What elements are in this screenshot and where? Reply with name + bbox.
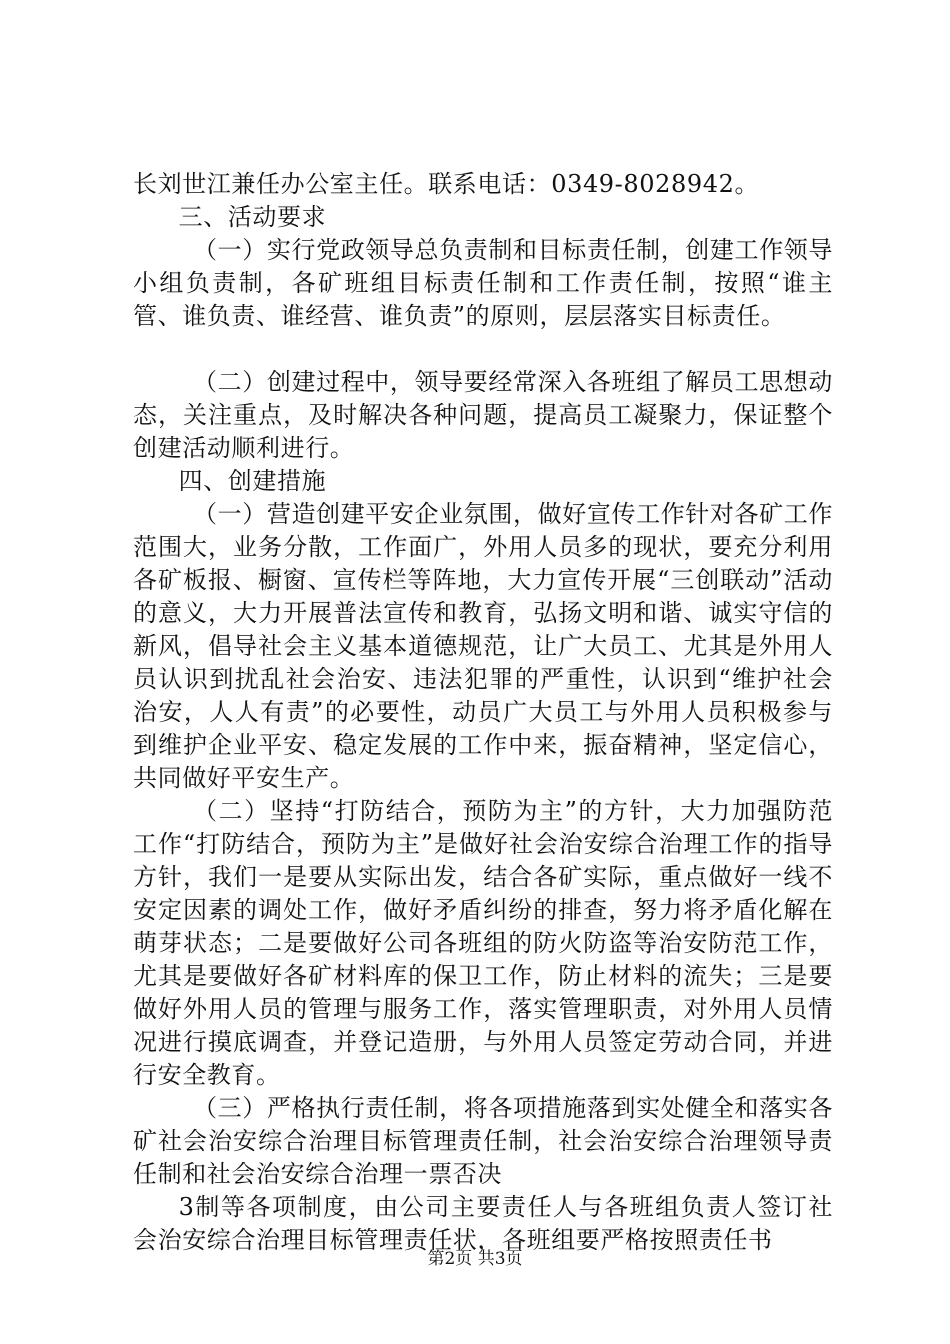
paragraph-requirement-1: （一）实行党政领导总负责制和目标责任制，创建工作领导小组负责制，各矿班组目标责任制和工作责任制，按照“谁主管、谁负责、谁经营、谁负责”的原则，层层落实目标责任。 xyxy=(133,236,833,330)
page-footer: 第2页 共3页 xyxy=(427,1249,523,1269)
paragraph-requirement-2: （二）创建过程中，领导要经常深入各班组了解员工思想动态，关注重点，及时解决各种问题，提高员工凝聚力，保证整个创建活动顺利进行。 xyxy=(133,368,833,462)
paragraph-measure-3-continued: 3制等各项制度，由公司主要责任人与各班组负责人签订社会治安综合治理目标管理责任状，各班组要严格按照责任书 xyxy=(133,1193,833,1254)
paragraph-measure-2: （二）坚持“打防结合，预防为主”的方针，大力加强防范工作“打防结合，预防为主”是做好社会治安综合治理工作的指导方针，我们一是要从实际出发，结合各矿实际，重点做好一线不安定因素的调处工作，做好矛盾纠纷的排查，努力将矛盾化解在萌芽状态；二是要做好公司各班组的防火防盗等治安防范工作，尤其是要做好各矿材料库的保卫工作，防止材料的流失；三是要做好外用人员的管理与服务工作，落实管理职责，对外用人员情况进行摸底调查，并登记造册，与外用人员签定劳动合同，并进行安全教育。 xyxy=(133,797,833,1089)
document-body xyxy=(133,168,833,1257)
heading-activity-requirements: 三、活动要求 xyxy=(178,203,327,231)
paragraph-measure-1: （一）营造创建平安企业氛围，做好宣传工作针对各矿工作范围大，业务分散，工作面广，外用人员多的现状，要充分利用各矿板报、橱窗、宣传栏等阵地，大力宣传开展“三创联动”活动的意义，大力开展普法宣传和教育，弘扬文明和谐、诚实守信的新风，倡导社会主义基本道德规范，让广大员工、尤其是外用人员认识到扰乱社会治安、违法犯罪的严重性，认识到“维护社会治安，人人有责”的必要性，动员广大员工与外用人员积极参与到维护企业平安、稳定发展的工作中来，振奋精神，坚定信心，共同做好平安生产。 xyxy=(133,500,833,792)
paragraph-contact: 长刘世江兼任办公室主任。联系电话：0349-8028942。 xyxy=(133,170,760,198)
heading-measures: 四、创建措施 xyxy=(178,467,327,495)
paragraph-measure-3: （三）严格执行责任制，将各项措施落到实处健全和落实各矿社会治安综合治理目标管理责任制，社会治安综合治理领导责任制和社会治安综合治理一票否决 xyxy=(133,1094,833,1188)
